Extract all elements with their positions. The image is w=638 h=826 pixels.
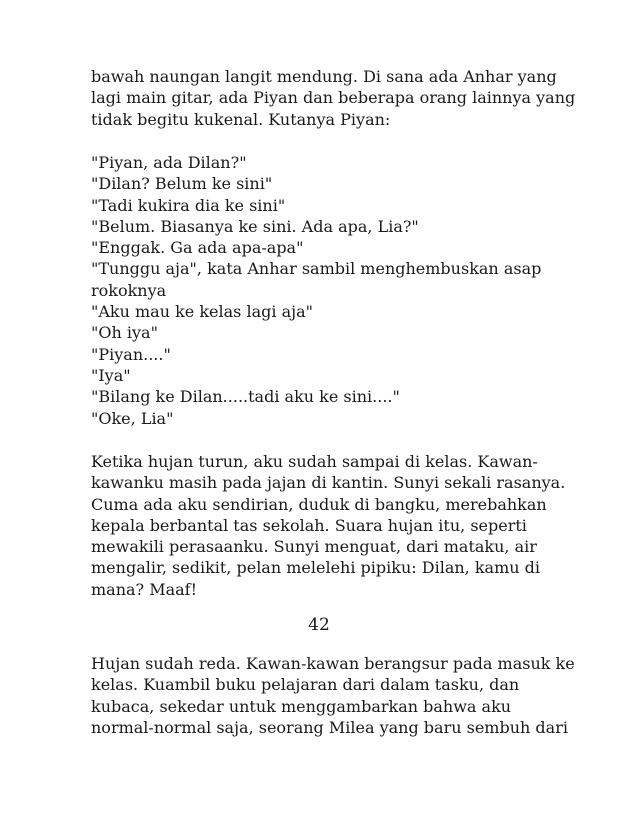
dialogue-line: rokoknya [91,280,167,300]
dialogue-line: "Aku mau ke kelas lagi aja" [91,302,313,322]
dialogue-line: "Piyan...." [91,344,171,364]
dialogue-line: "Tadi kukira dia ke sini" [91,195,286,215]
text-line: kelas. Kuambil buku pelajaran dari dalam tasku, dan [91,675,520,695]
text-line: lagi main gitar, ada Piyan dan beberapa orang lainnya yang [91,88,576,108]
dialogue-block [91,152,561,429]
text-line: tidak begitu kukenal. Kutanya Piyan: [91,109,391,129]
dialogue-line: "Belum. Biasanya ke sini. Ada apa, Lia?" [91,216,419,236]
text-line: kawanku masih pada jajan di kantin. Sunyi sekali rasanya. [91,473,566,493]
dialogue-line: "Tunggu aja", kata Anhar sambil menghembuskan asap [91,259,542,279]
paragraph-1 [91,66,576,130]
text-line: mewakili perasaanku. Sunyi menguat, dari mataku, air [91,537,537,557]
text-line: Ketika hujan turun, aku sudah sampai di kelas. Kawan- [91,452,538,471]
dialogue-line: "Iya" [91,365,131,385]
text-line: kepala berbantal tas sekolah. Suara hujan itu, seperti [91,515,527,535]
text-line: Cuma ada aku sendirian, duduk di bangku, merebahkan [91,494,547,514]
text-line: normal-normal saja, seorang Milea yang baru sembuh dari [91,717,568,737]
dialogue-line: "Enggak. Ga ada apa-apa" [91,238,304,258]
text-line: Hujan sudah reda. Kawan-kawan berangsur pada masuk ke [91,654,575,673]
page-number: 42 [308,615,330,635]
dialogue-line: "Dilan? Belum ke sini" [91,174,273,194]
text-line: bawah naungan langit mendung. Di sana ada Anhar yang [91,67,557,86]
text-line: kubaca, sekedar untuk menggambarkan bahwa aku [91,696,512,716]
dialogue-line: "Oh iya" [91,323,158,343]
paragraph-2 [91,451,566,600]
text-line: mana? Maaf! [91,579,198,599]
dialogue-line: "Bilang ke Dilan.....tadi aku ke sini...." [91,387,400,407]
dialogue-line: "Oke, Lia" [91,408,174,428]
paragraph-3 [91,653,575,738]
dialogue-line: "Piyan, ada Dilan?" [91,153,247,172]
text-line: mengalir, sedikit, pelan melelehi pipiku: Dilan, kamu di [91,558,540,578]
